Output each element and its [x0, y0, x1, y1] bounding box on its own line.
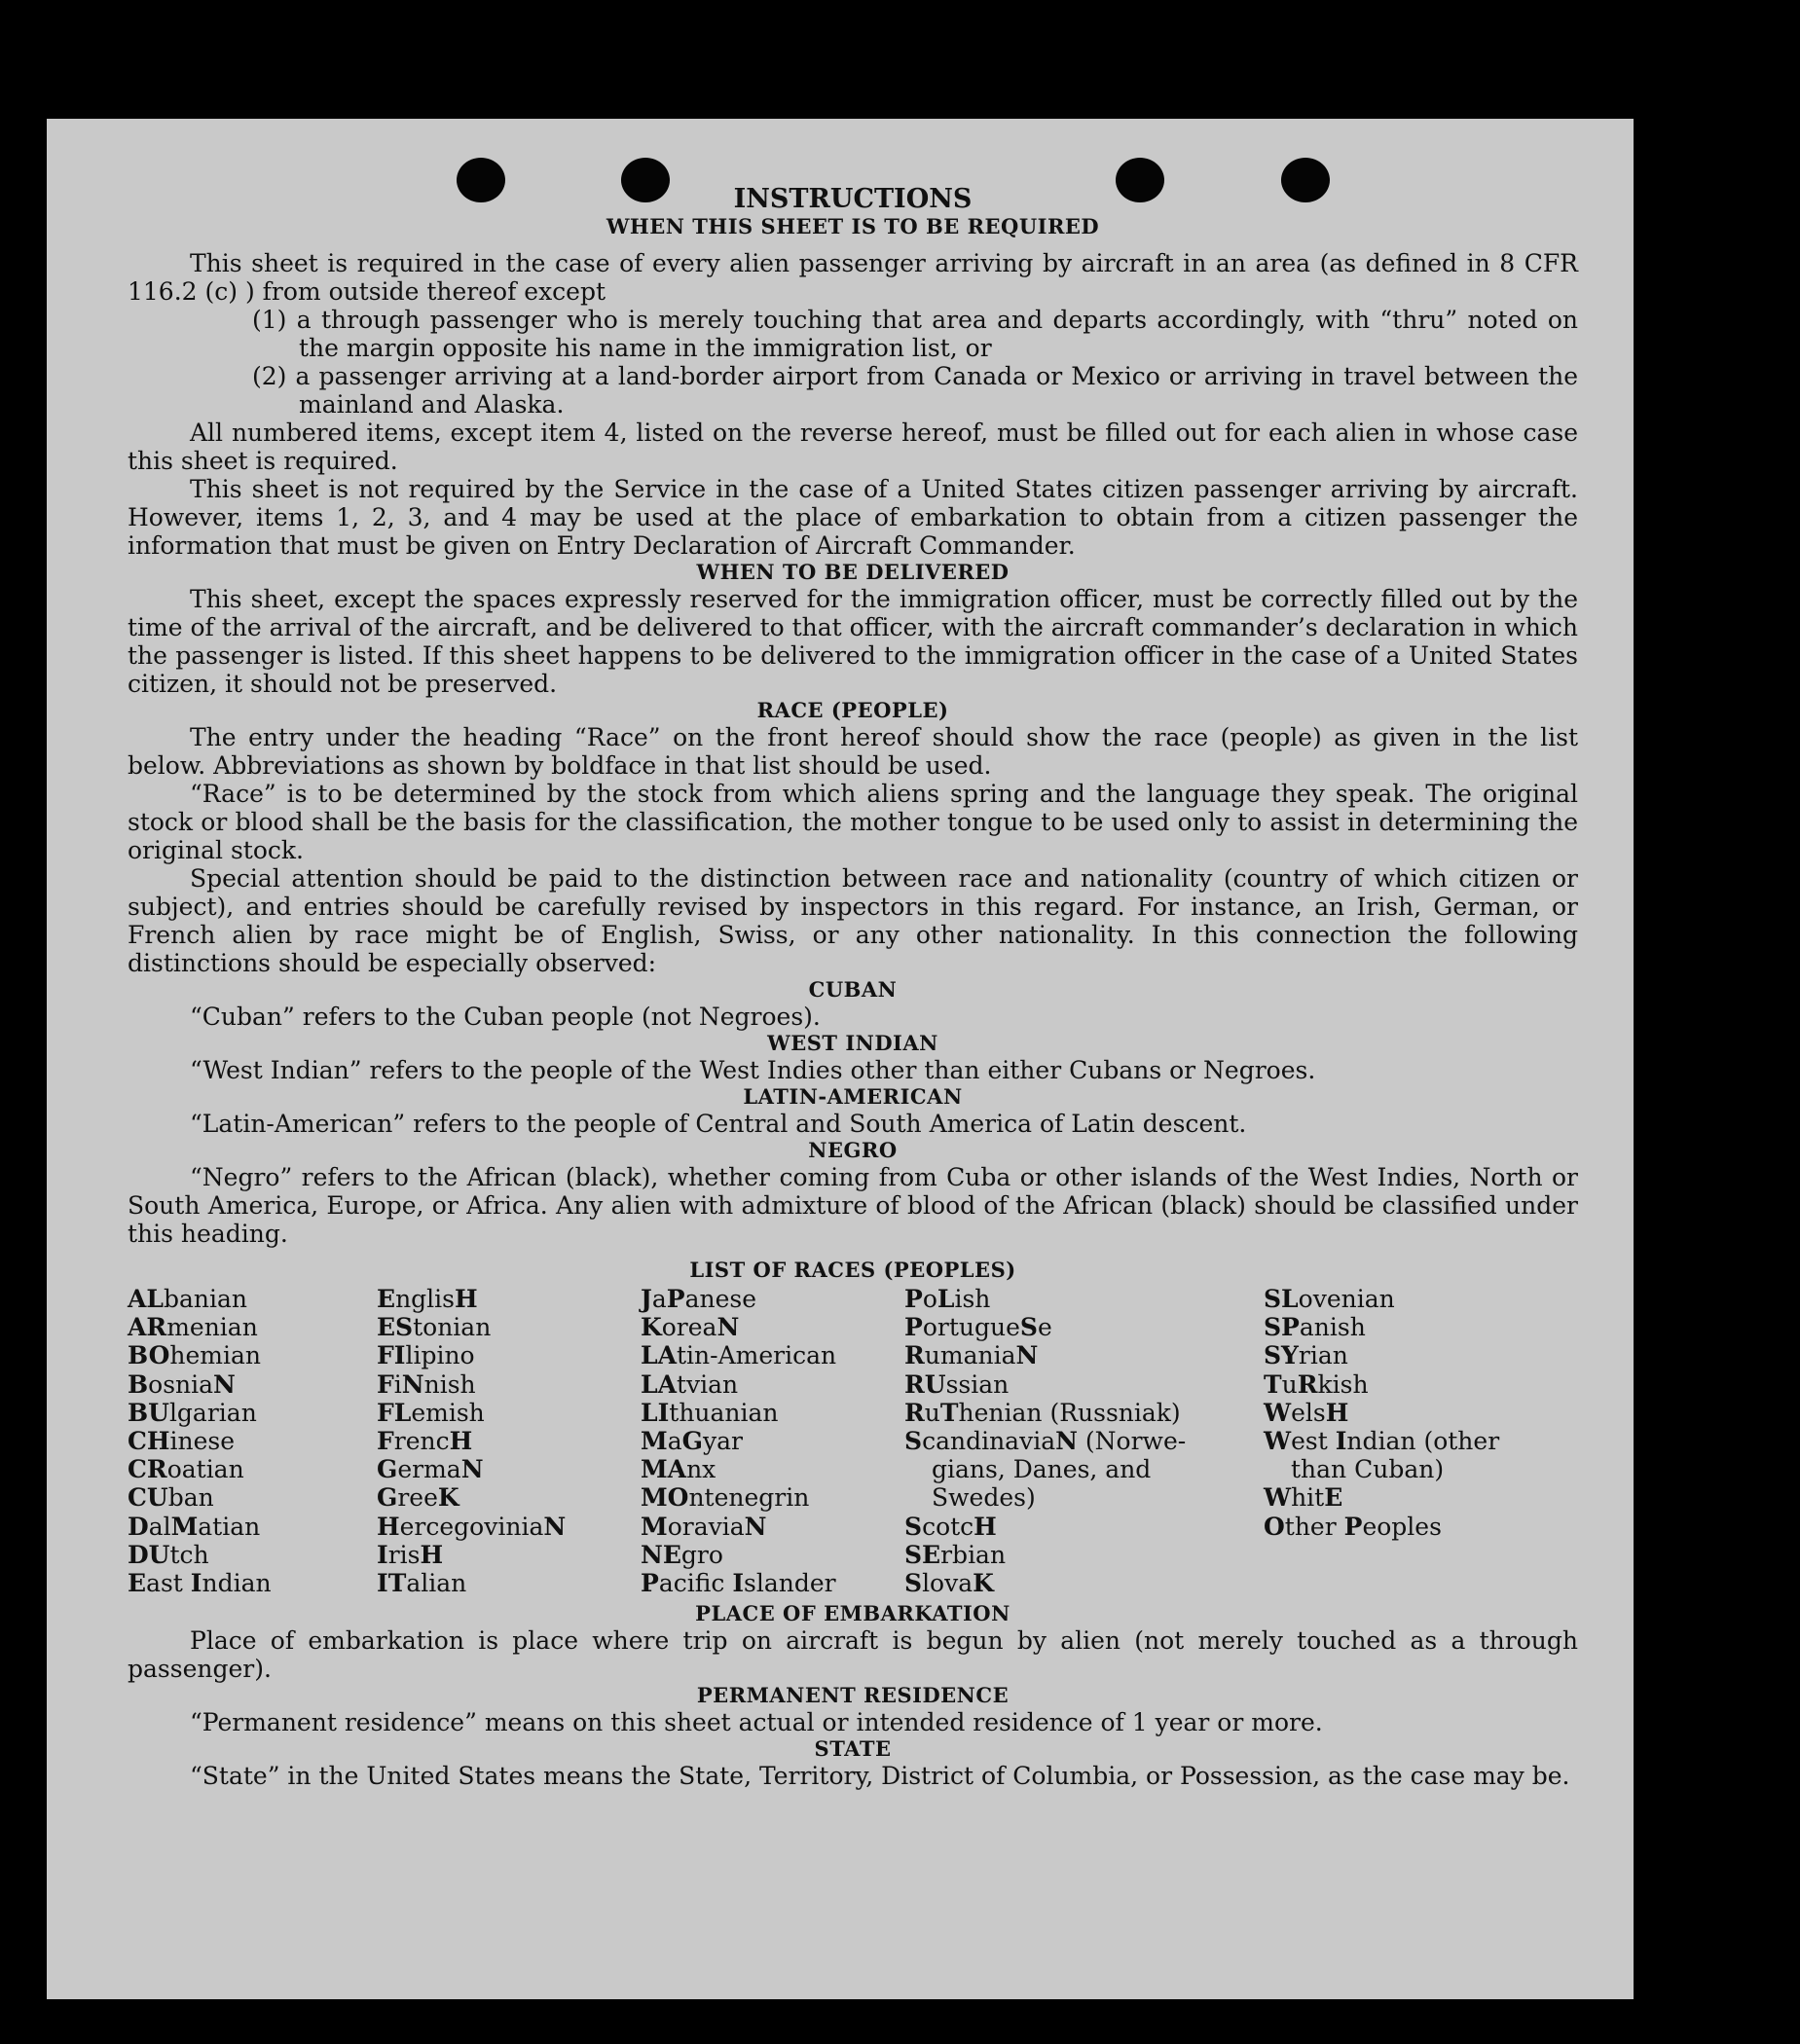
- race-name-text: ssian: [945, 1369, 1010, 1399]
- race-name-text: henian (Russniak): [958, 1398, 1181, 1427]
- heading-when-required: WHEN THIS SHEET IS TO BE REQUIRED: [606, 214, 1100, 238]
- race-entry: [377, 1541, 641, 1569]
- race-abbreviation: BU: [128, 1398, 169, 1427]
- race-entry: [128, 1541, 377, 1569]
- race-name-text: a: [651, 1285, 667, 1313]
- race-name-text: ris: [387, 1540, 421, 1569]
- race-name-text: ntenegrin: [688, 1483, 810, 1513]
- race-abbreviation: N: [1015, 1341, 1039, 1370]
- race-name-text: ndian (other: [1346, 1427, 1500, 1456]
- definition-state: “State” in the United States means the State, Territory, District of Columbia, or Possession, as the case may be.: [190, 1762, 1570, 1791]
- race-abbreviation: E: [1324, 1483, 1343, 1513]
- race-abbreviation: AL: [128, 1285, 164, 1313]
- race-name-text: est: [1291, 1427, 1336, 1456]
- race-name-text: anish: [1299, 1313, 1366, 1342]
- exception-item-2: (2) a passenger arriving at a land-border airport from Canada or Mexico or arriving in travel between the mainland and Alaska.: [252, 362, 1578, 419]
- race-entry: [377, 1370, 641, 1399]
- race-name-text: nglis: [395, 1285, 455, 1313]
- race-name-text: thuanian: [669, 1398, 779, 1427]
- race-list: [128, 1285, 1578, 1597]
- definition-permanent-residence: “Permanent residence” means on this sheet actual or intended residence of 1 year or more.: [190, 1708, 1323, 1737]
- race-name-text: tonian: [413, 1313, 492, 1342]
- race-abbreviation: P: [666, 1285, 685, 1313]
- race-abbreviation: M: [641, 1512, 668, 1541]
- heading-cuban: CUBAN: [808, 977, 898, 1002]
- race-entry: [128, 1455, 377, 1483]
- race-abbreviation: O: [1264, 1512, 1285, 1541]
- race-list-column: [377, 1285, 641, 1597]
- race-entry: [904, 1427, 1264, 1455]
- definition-embarkation: Place of embarkation is place where trip on aircraft is begun by alien (not merely touched as a through passenger).: [128, 1626, 1578, 1684]
- race-name-text: els: [1291, 1398, 1326, 1427]
- definition-negro: “Negro” refers to the African (black), whether coming from Cuba or other islands of the West Indies, North or South America, Europe, or Africa. Any alien with admixture of blood of the African (black) should be classified under this heading.: [128, 1163, 1578, 1248]
- race-abbreviation: P: [641, 1569, 659, 1598]
- race-abbreviation: N: [543, 1512, 567, 1541]
- race-entry: [377, 1513, 641, 1541]
- race-name-text: lipino: [405, 1341, 475, 1370]
- race-entry: [1264, 1313, 1517, 1341]
- race-entry: [641, 1541, 904, 1569]
- definition-latin-american: “Latin-American” refers to the people of Central and South America of Latin descent.: [190, 1110, 1247, 1138]
- race-abbreviation: P: [904, 1313, 923, 1342]
- race-entry: [641, 1483, 904, 1512]
- exception-item-1: (1) a through passenger who is merely touching that area and departs accordingly, with “thru” noted on the margin opposite his name in the immigration list, or: [252, 306, 1578, 362]
- race-entry: [377, 1285, 641, 1313]
- race-name-text: osnia: [148, 1369, 214, 1399]
- race-entry: [128, 1341, 377, 1369]
- definition-cuban: “Cuban” refers to the Cuban people (not Negroes).: [190, 1003, 821, 1031]
- race-abbreviation: E: [377, 1285, 396, 1313]
- heading-permanent-residence: PERMANENT RESIDENCE: [696, 1683, 1010, 1708]
- race-entry: [904, 1513, 1264, 1541]
- race-abbreviation: SY: [1264, 1341, 1299, 1370]
- race-entry: [904, 1455, 1264, 1483]
- race-entry: [904, 1370, 1264, 1399]
- race-abbreviation: H: [449, 1427, 473, 1456]
- race-entry: [904, 1285, 1264, 1313]
- race-abbreviation: P: [904, 1285, 923, 1313]
- race-abbreviation: MA: [641, 1455, 687, 1484]
- race-abbreviation: S: [904, 1427, 923, 1456]
- race-name-text: al: [148, 1512, 171, 1541]
- race-name-text: a: [667, 1427, 682, 1456]
- race-name-text: nx: [686, 1455, 716, 1484]
- race-abbreviation: FI: [377, 1341, 406, 1370]
- race-name-text: hit: [1291, 1483, 1325, 1513]
- race-abbreviation: W: [1264, 1483, 1292, 1513]
- race-name-text: tin-American: [676, 1341, 837, 1370]
- race-abbreviation: P: [1343, 1512, 1363, 1541]
- race-name-text: ast: [146, 1569, 191, 1598]
- race-entry: [1264, 1285, 1517, 1313]
- race-entry: [1264, 1513, 1517, 1541]
- race-name-text: rian: [1298, 1341, 1348, 1370]
- race-name-text: kish: [1317, 1369, 1369, 1399]
- race-abbreviation: S: [1019, 1313, 1038, 1342]
- race-abbreviation: L: [937, 1285, 955, 1313]
- race-entry: [1264, 1399, 1517, 1427]
- paragraph-race-definition: “Race” is to be determined by the stock from which aliens spring and the language they speak. The original stock or blood shall be the basis for the classification, the mother tongue to be used only to assist in determining the original stock.: [128, 780, 1578, 864]
- race-abbreviation: T: [1264, 1369, 1282, 1399]
- race-name-text: than Cuban): [1291, 1455, 1445, 1484]
- race-name-text: anese: [684, 1285, 756, 1313]
- race-name-text: ndian: [202, 1569, 272, 1598]
- race-entry: [904, 1313, 1264, 1341]
- race-abbreviation: N: [213, 1369, 236, 1399]
- race-abbreviation: S: [904, 1569, 923, 1598]
- punch-hole: [1116, 158, 1164, 202]
- page-title: INSTRUCTIONS: [733, 184, 973, 214]
- race-abbreviation: SP: [1264, 1313, 1300, 1342]
- race-entry: [1264, 1455, 1517, 1483]
- race-abbreviation: S: [904, 1512, 923, 1541]
- race-abbreviation: H: [973, 1512, 997, 1541]
- race-abbreviation: R: [904, 1341, 925, 1370]
- race-entry: [904, 1341, 1264, 1369]
- race-entry: [377, 1483, 641, 1512]
- race-abbreviation: CU: [128, 1483, 168, 1513]
- race-name-text: ree: [397, 1483, 438, 1513]
- race-abbreviation: DU: [128, 1540, 170, 1569]
- race-abbreviation: H: [455, 1285, 478, 1313]
- race-entry: [641, 1399, 904, 1427]
- race-abbreviation: G: [681, 1427, 703, 1456]
- race-entry: [1264, 1341, 1517, 1369]
- race-abbreviation: N: [401, 1369, 424, 1399]
- race-abbreviation: I: [190, 1569, 202, 1598]
- race-entry: [128, 1569, 377, 1597]
- race-name-text: gians, Danes, and: [932, 1455, 1152, 1484]
- heading-negro: NEGRO: [808, 1138, 898, 1162]
- race-abbreviation: RU: [904, 1369, 946, 1399]
- instructions-body: [128, 177, 1578, 1790]
- race-abbreviation: I: [732, 1569, 745, 1598]
- race-entry: [128, 1370, 377, 1399]
- race-name-text: tch: [169, 1540, 209, 1569]
- paragraph-numbered-items: All numbered items, except item 4, listed on the reverse hereof, must be filled out for each alien in whose case this sheet is required.: [128, 419, 1578, 475]
- race-entry: [641, 1455, 904, 1483]
- race-name-text: u: [1281, 1369, 1298, 1399]
- race-abbreviation: F: [377, 1427, 394, 1456]
- heading-embarkation: PLACE OF EMBARKATION: [695, 1601, 1010, 1626]
- race-name-text: gro: [680, 1540, 723, 1569]
- definition-west-indian: “West Indian” refers to the people of the West Indies other than either Cubans or Negroes.: [190, 1056, 1316, 1084]
- race-name-text: umania: [924, 1341, 1016, 1370]
- race-abbreviation: AR: [128, 1313, 167, 1342]
- race-entry: [1264, 1427, 1517, 1455]
- race-abbreviation: K: [973, 1569, 994, 1598]
- race-entry: [641, 1569, 904, 1597]
- race-entry: [1264, 1370, 1517, 1399]
- race-abbreviation: CR: [128, 1455, 167, 1484]
- race-name-text: rbian: [940, 1540, 1007, 1569]
- race-entry: [128, 1313, 377, 1341]
- race-entry: [128, 1483, 377, 1512]
- race-abbreviation: LA: [641, 1369, 677, 1399]
- document-sheet: [47, 119, 1634, 1999]
- race-entry: [128, 1399, 377, 1427]
- heading-race: RACE (PEOPLE): [756, 698, 949, 722]
- race-name-text: yar: [702, 1427, 743, 1456]
- race-name-text: banian: [163, 1285, 247, 1313]
- race-name-text: tvian: [676, 1369, 739, 1399]
- race-name-text: e: [1037, 1313, 1052, 1342]
- race-entry: [377, 1341, 641, 1369]
- race-entry: [128, 1427, 377, 1455]
- race-abbreviation: M: [170, 1512, 199, 1541]
- race-abbreviation: H: [377, 1512, 400, 1541]
- race-abbreviation: W: [1264, 1398, 1292, 1427]
- race-abbreviation: B: [128, 1369, 149, 1399]
- paragraph-race-nationality: Special attention should be paid to the distinction between race and nationality (country of which citizen or subject), and entries should be carefully revised by inspectors in this regard. For instance, an Irish, German, or French alien by race might be of English, Swiss, or any other nationality. In this connection the following distinctions should be especially observed:: [128, 864, 1578, 977]
- race-entry: [904, 1569, 1264, 1597]
- race-abbreviation: IT: [377, 1569, 407, 1598]
- race-abbreviation: J: [641, 1285, 652, 1313]
- race-list-column: [641, 1285, 904, 1597]
- race-abbreviation: CH: [128, 1427, 170, 1456]
- race-name-text: hemian: [169, 1341, 261, 1370]
- race-abbreviation: N: [460, 1455, 484, 1484]
- race-name-text: menian: [166, 1313, 258, 1342]
- paragraph-required: This sheet is required in the case of every alien passenger arriving by aircraft in an area (as defined in 8 CFR 116.2 (c) ) from outside thereof except: [128, 249, 1578, 306]
- race-name-text: ish: [954, 1285, 991, 1313]
- race-name-text: slander: [744, 1569, 836, 1598]
- race-name-text: ercegovinia: [399, 1512, 544, 1541]
- race-entry: [377, 1427, 641, 1455]
- race-name-text: candinavia: [922, 1427, 1056, 1456]
- race-entry: [904, 1483, 1264, 1512]
- race-entry: [641, 1370, 904, 1399]
- race-abbreviation: N: [1055, 1427, 1078, 1456]
- race-list-column: [128, 1285, 377, 1597]
- heading-state: STATE: [814, 1736, 892, 1762]
- race-abbreviation: N: [716, 1313, 740, 1342]
- paragraph-race-entry: The entry under the heading “Race” on the front hereof should show the race (people) as given in the list below. Abbreviations as shown by boldface in that list should be used.: [128, 723, 1578, 780]
- race-abbreviation: G: [377, 1455, 398, 1484]
- race-abbreviation: SE: [904, 1540, 941, 1569]
- race-name-text: orea: [661, 1313, 717, 1342]
- race-name-text: nish: [423, 1369, 476, 1399]
- race-entry: [377, 1313, 641, 1341]
- race-abbreviation: I: [1335, 1427, 1347, 1456]
- race-abbreviation: K: [437, 1483, 459, 1513]
- punch-hole: [621, 158, 670, 202]
- race-abbreviation: FL: [377, 1398, 412, 1427]
- race-name-text: u: [924, 1398, 940, 1427]
- race-entry: [641, 1513, 904, 1541]
- race-name-text: ther: [1284, 1512, 1344, 1541]
- race-name-text: emish: [411, 1398, 485, 1427]
- race-abbreviation: F: [377, 1369, 394, 1399]
- heading-latin-american: LATIN-AMERICAN: [743, 1084, 963, 1109]
- race-abbreviation: H: [420, 1540, 444, 1569]
- race-name-text: acific: [658, 1569, 733, 1598]
- race-abbreviation: NE: [641, 1540, 681, 1569]
- race-name-text: ban: [167, 1483, 214, 1513]
- race-entry: [641, 1427, 904, 1455]
- race-abbreviation: ES: [377, 1313, 414, 1342]
- race-abbreviation: SL: [1264, 1285, 1299, 1313]
- race-abbreviation: R: [904, 1398, 925, 1427]
- race-name-text: ortugue: [922, 1313, 1020, 1342]
- race-name-text: o: [922, 1285, 937, 1313]
- race-abbreviation: R: [1297, 1369, 1318, 1399]
- race-entry: [377, 1455, 641, 1483]
- race-name-text: erma: [397, 1455, 461, 1484]
- paragraph-citizen: This sheet is not required by the Service in the case of a United States citizen passenger arriving by aircraft. However, items 1, 2, 3, and 4 may be used at the place of embarkation to obtain from a citizen passenger the information that must be given on Entry Declaration of Aircraft Commander.: [128, 475, 1578, 560]
- race-name-text: cotc: [922, 1512, 974, 1541]
- punch-hole: [457, 158, 505, 202]
- race-abbreviation: E: [128, 1569, 147, 1598]
- race-abbreviation: MO: [641, 1483, 689, 1513]
- race-name-text: lgarian: [168, 1398, 257, 1427]
- race-entry: [1264, 1483, 1517, 1512]
- race-name-text: ovenian: [1298, 1285, 1395, 1313]
- race-abbreviation: G: [377, 1483, 398, 1513]
- race-name-text: (Norwe-: [1077, 1427, 1187, 1456]
- race-name-text: oatian: [166, 1455, 244, 1484]
- race-list-column: [1264, 1285, 1517, 1597]
- race-name-text: oravia: [667, 1512, 745, 1541]
- heading-list-of-races: LIST OF RACES (PEOPLES): [689, 1258, 1016, 1282]
- race-entry: [128, 1513, 377, 1541]
- race-abbreviation: D: [128, 1512, 149, 1541]
- race-abbreviation: W: [1264, 1427, 1292, 1456]
- race-name-text: inese: [169, 1427, 236, 1456]
- race-name-text: renc: [393, 1427, 450, 1456]
- race-entry: [641, 1285, 904, 1313]
- race-abbreviation: LA: [641, 1341, 677, 1370]
- race-abbreviation: BO: [128, 1341, 170, 1370]
- race-entry: [377, 1569, 641, 1597]
- race-abbreviation: T: [939, 1398, 959, 1427]
- race-name-text: alian: [406, 1569, 467, 1598]
- race-entry: [641, 1341, 904, 1369]
- race-name-text: atian: [198, 1512, 261, 1541]
- race-entry: [904, 1399, 1264, 1427]
- race-name-text: eoples: [1362, 1512, 1442, 1541]
- race-abbreviation: LI: [641, 1398, 670, 1427]
- race-entry: [641, 1313, 904, 1341]
- punch-hole: [1281, 158, 1330, 202]
- race-entry: [904, 1541, 1264, 1569]
- race-name-text: i: [393, 1369, 402, 1399]
- race-list-column: [904, 1285, 1264, 1597]
- race-abbreviation: M: [641, 1427, 668, 1456]
- race-entry: [128, 1285, 377, 1313]
- race-abbreviation: I: [377, 1540, 388, 1569]
- race-abbreviation: K: [641, 1313, 662, 1342]
- race-name-text: Swedes): [932, 1483, 1036, 1513]
- race-abbreviation: H: [1325, 1398, 1349, 1427]
- race-abbreviation: N: [744, 1512, 767, 1541]
- paragraph-delivery: This sheet, except the spaces expressly reserved for the immigration officer, must be correctly filled out by the time of the arrival of the aircraft, and be delivered to that officer, with the aircraft commander’s declaration in which the passenger is listed. If this sheet happens to be delivered to the immigration officer in the case of a United States citizen, it should not be preserved.: [128, 585, 1578, 698]
- race-name-text: lova: [922, 1569, 973, 1598]
- race-entry: [377, 1399, 641, 1427]
- heading-west-indian: WEST INDIAN: [767, 1031, 938, 1055]
- heading-when-delivered: WHEN TO BE DELIVERED: [696, 560, 1010, 584]
